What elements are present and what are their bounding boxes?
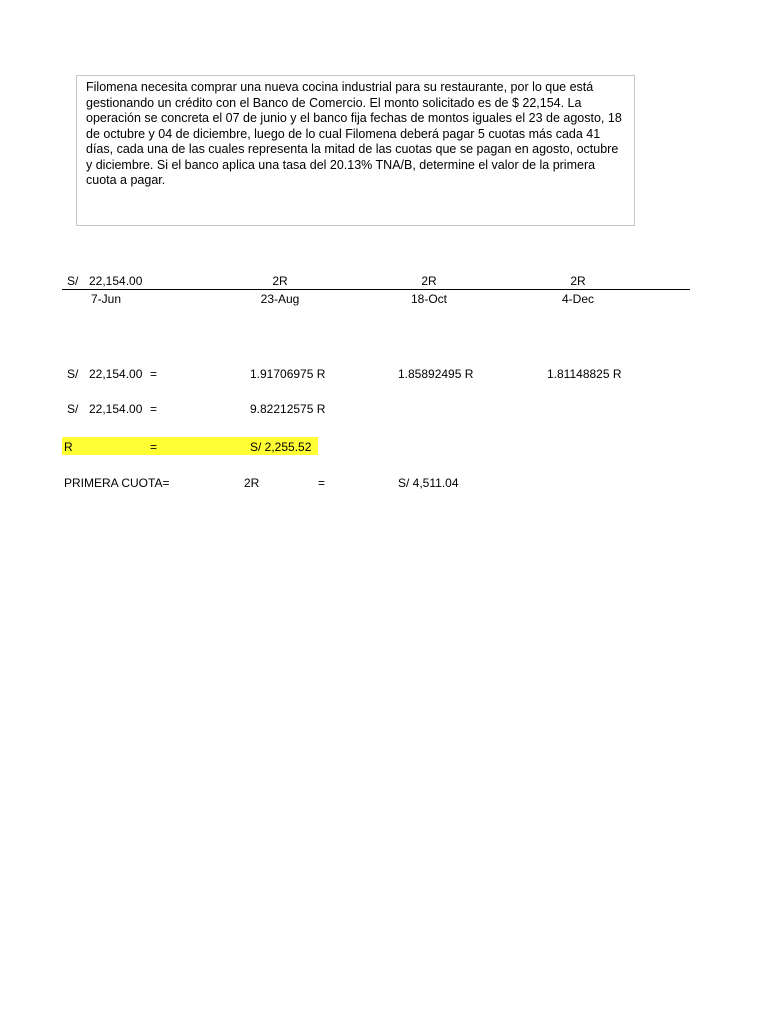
eq1-term-oct: 1.85892495 R [398, 367, 474, 381]
eq2-currency: S/ [67, 402, 79, 416]
primera-cuota-equals: = [318, 476, 326, 490]
timeline-date-aug: 23-Aug [260, 292, 300, 306]
result-r-equals: = [150, 440, 158, 454]
result-r-value: S/ 2,255.52 [250, 440, 312, 454]
timeline-date-jun: 7-Jun [90, 292, 122, 306]
eq2-equals: = [150, 402, 158, 416]
eq2-term: 9.82212575 R [250, 402, 326, 416]
primera-cuota-factor: 2R [244, 476, 260, 490]
eq1-term-aug: 1.91706975 R [250, 367, 326, 381]
primera-cuota-value: S/ 4,511.04 [398, 476, 459, 490]
timeline-payment-aug: 2R [272, 274, 288, 288]
timeline-axis [62, 289, 690, 290]
timeline-currency: S/ [67, 274, 79, 288]
timeline-payment-dec: 2R [570, 274, 586, 288]
eq1-currency: S/ [67, 367, 79, 381]
timeline-payment-oct: 2R [421, 274, 437, 288]
eq1-equals: = [150, 367, 158, 381]
primera-cuota-label: PRIMERA CUOTA= [64, 476, 170, 490]
timeline-amount: 22,154.00 [89, 274, 143, 288]
problem-statement: Filomena necesita comprar una nueva cocina industrial para su restaurante, por lo que está gestionando un crédito con el Banco de Comercio. El monto solicitado es de $ 22,154. La operación se concreta el 07 de junio y el banco fija fechas de montos iguales el 23 de agosto, 18 de octubre y 04 de diciembre, luego de lo cual Filomena deberá pagar 5 cuotas más cada 41 días, cada una de las cuales representa la mitad de las cuotas que se pagan en agosto, octubre y diciembre. Si el banco aplica una tasa del 20.13% TNA/B, determine el valor de la primera cuota a pagar. [76, 75, 635, 226]
eq2-amount: 22,154.00 [89, 402, 143, 416]
timeline-date-oct: 18-Oct [410, 292, 447, 306]
timeline-date-dec: 4-Dec [561, 292, 594, 306]
eq1-amount: 22,154.00 [89, 367, 143, 381]
result-r-label: R [64, 440, 73, 454]
eq1-term-dec: 1.81148825 R [547, 367, 622, 381]
